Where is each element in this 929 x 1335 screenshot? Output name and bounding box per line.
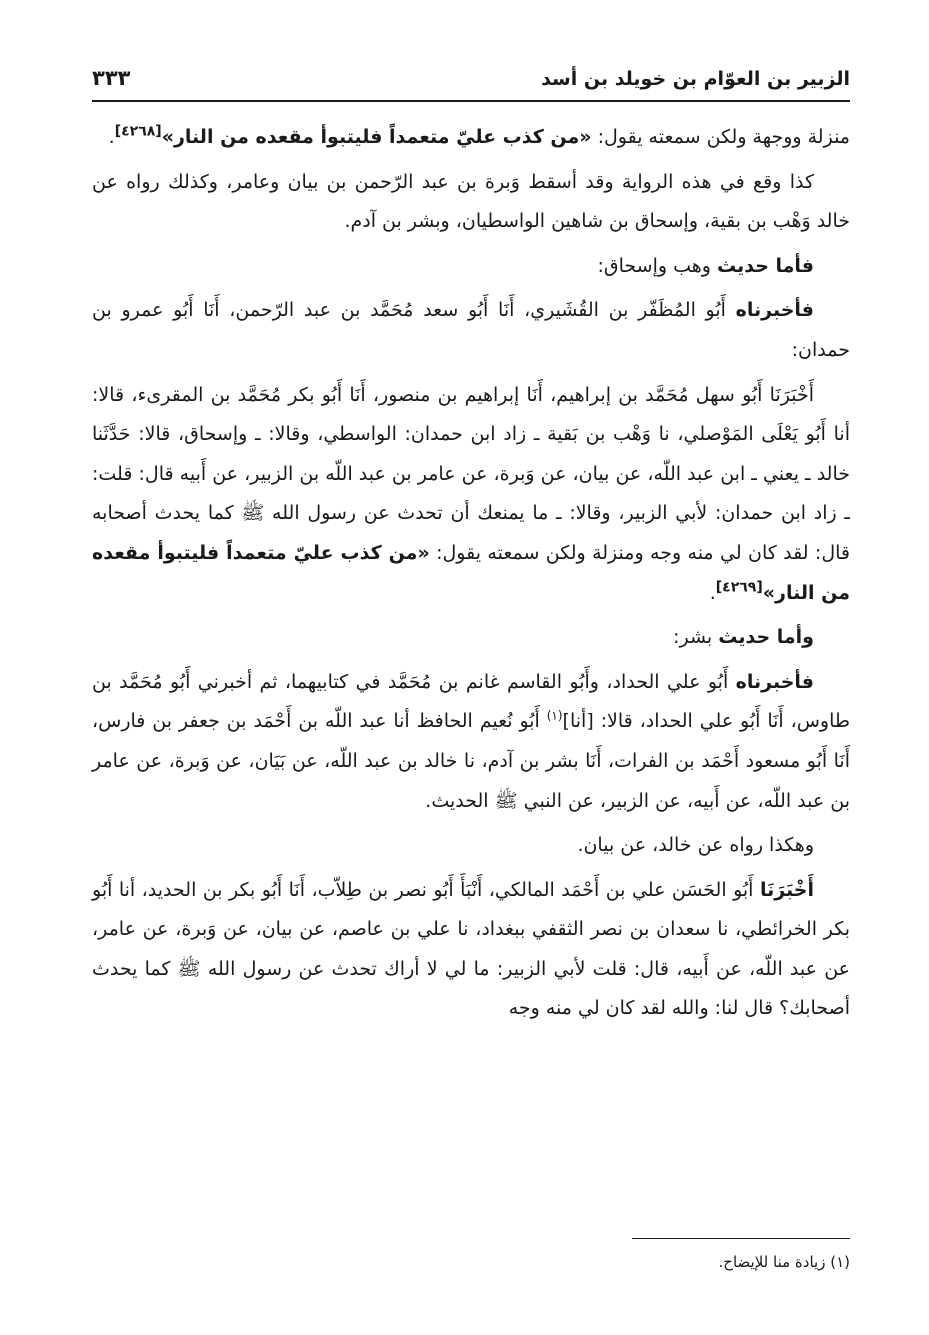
text-run: أَبُو نُعيم الحافظ أنا عبد اللّه بن أَحْمَد بن جعفر بن فارس، أَنَا أَبُو مسعود أَحْمَد بن الفرات، أَنَا بشر بن آدم، نا خالد بن عبد اللّه، عن بَيَان، عن وَبرة، عن عامر بن عبد اللّه، عن أَبيه، عن الزبير، عن النبي ﷺ الحديث. <box>92 710 850 812</box>
footnote-marker: (١) <box>830 1253 850 1271</box>
paragraph-7 <box>92 663 850 821</box>
paragraph-8 <box>92 826 850 866</box>
paragraph-2 <box>92 163 850 242</box>
footnote-reference: (١) <box>546 708 563 723</box>
text-run: . <box>709 581 716 604</box>
hadith-quote: «من كذب عليّ متعمداً فليتبوأ مقعده من النار» <box>92 541 850 604</box>
paragraph-5 <box>92 376 850 614</box>
lead-phrase: وأما حديث <box>718 626 814 649</box>
lead-phrase: فأخبرناه <box>735 670 814 693</box>
text-run: وهب وإسحاق: <box>597 254 717 277</box>
lead-phrase: أَخْبَرَنَا <box>759 878 814 901</box>
text-run: أَبُو المُظَفّر بن القُشَيري، أَنَا أَبُو سعد مُحَمَّد بن عبد الرّحمن، أَنَا أَبُو عمرو بن حمدان: <box>92 299 850 361</box>
paragraph-1 <box>92 118 850 158</box>
paragraph-6 <box>92 618 850 658</box>
paragraph-9 <box>92 871 850 1029</box>
hadith-number: [٤٢٦٩] <box>715 579 763 596</box>
text-run: أَبُو علي الحداد، وأَبُو القاسم غانم بن مُحَمَّد في كتابيهما، ثم أخبرني أَبُو مُحَمَّد بن طاوس، أَنَا أَبُو علي الحداد، قالا: [أنا] <box>92 670 850 733</box>
hadith-quote: «من كذب عليّ متعمداً فليتبوأ مقعده من النار» <box>161 126 592 148</box>
text-run: منزلة ووجهة ولكن سمعته يقول: <box>591 126 850 148</box>
page-number: ٣٣٣ <box>92 66 131 90</box>
lead-phrase: فأخبرناه <box>735 299 814 322</box>
running-header <box>92 62 850 102</box>
text-run: كذا وقع في هذه الرواية وقد أسقط وَبرة بن عبد الرّحمن بن بيان وعامر، وكذلك رواه عن خالد وَهْب بن بقية، وإسحاق بن شاهين الواسطيان، وبشر بن آدم. <box>92 170 850 233</box>
text-run: أَبُو الحَسَن علي بن أَحْمَد المالكي، أَنْبَأَ أَبُو نصر بن طِلاّب، أَنَا أَبُو بكر بن الحديد، أنا أَبُو بكر الخرائطي، نا سعدان بن نصر الثقفي ببغداد، نا علي بن عاصم، عن بيان، عن وَبرة، عن عامر، عن عبد اللّه، عن أَبيه، قال: قلت لأبي الزبير: ما لي لا أراك تحدث عن رسول الله ﷺ كما يحدث أصحابك؟ قال لنا: والله لقد كان لي منه وجه <box>92 878 850 1020</box>
footnote <box>719 1253 850 1271</box>
paragraph-3 <box>92 247 850 287</box>
text-run: أَخْبَرَنَا أَبُو سهل مُحَمَّد بن إبراهيم، أَنَا إبراهيم بن منصور، أَنَا أَبُو بكر مُحَمَّد بن المقرىء، قالا: أنا أَبُو يَعْلَى المَوْصلي، نا وَهْب بن بَقية ـ زاد ابن حمدان: الواسطي، وقالا: ـ وإسحاق، قالا: حَدَّثَنا خالد ـ يعني ـ ابن عبد اللّه، عن بيان، عن وَبرة، عن عامر بن عبد اللّه بن الزبير، عن أَبيه قال: قلت: ـ زاد ابن حمدان: لأبي الزبير، وقالا: ـ ما يمنعك أن تحدث عن رسول الله ﷺ كما يحدث أصحابه قال: لقد كان لي منه وجه ومنزلة ولكن سمعته يقول: <box>92 383 850 564</box>
lead-phrase: فأما حديث <box>716 254 814 277</box>
running-title: الزبير بن العوّام بن خويلد بن أسد <box>541 68 850 90</box>
main-text <box>92 118 850 1029</box>
text-run: وهكذا رواه عن خالد، عن بيان. <box>577 834 814 857</box>
footnote-divider <box>632 1238 850 1239</box>
hadith-number: [٤٢٦٨] <box>114 123 162 140</box>
paragraph-4 <box>92 291 850 370</box>
footnote-text: زيادة منا للإيضاح. <box>718 1253 826 1271</box>
text-run: . <box>108 126 115 148</box>
text-run: بشر: <box>673 626 719 649</box>
